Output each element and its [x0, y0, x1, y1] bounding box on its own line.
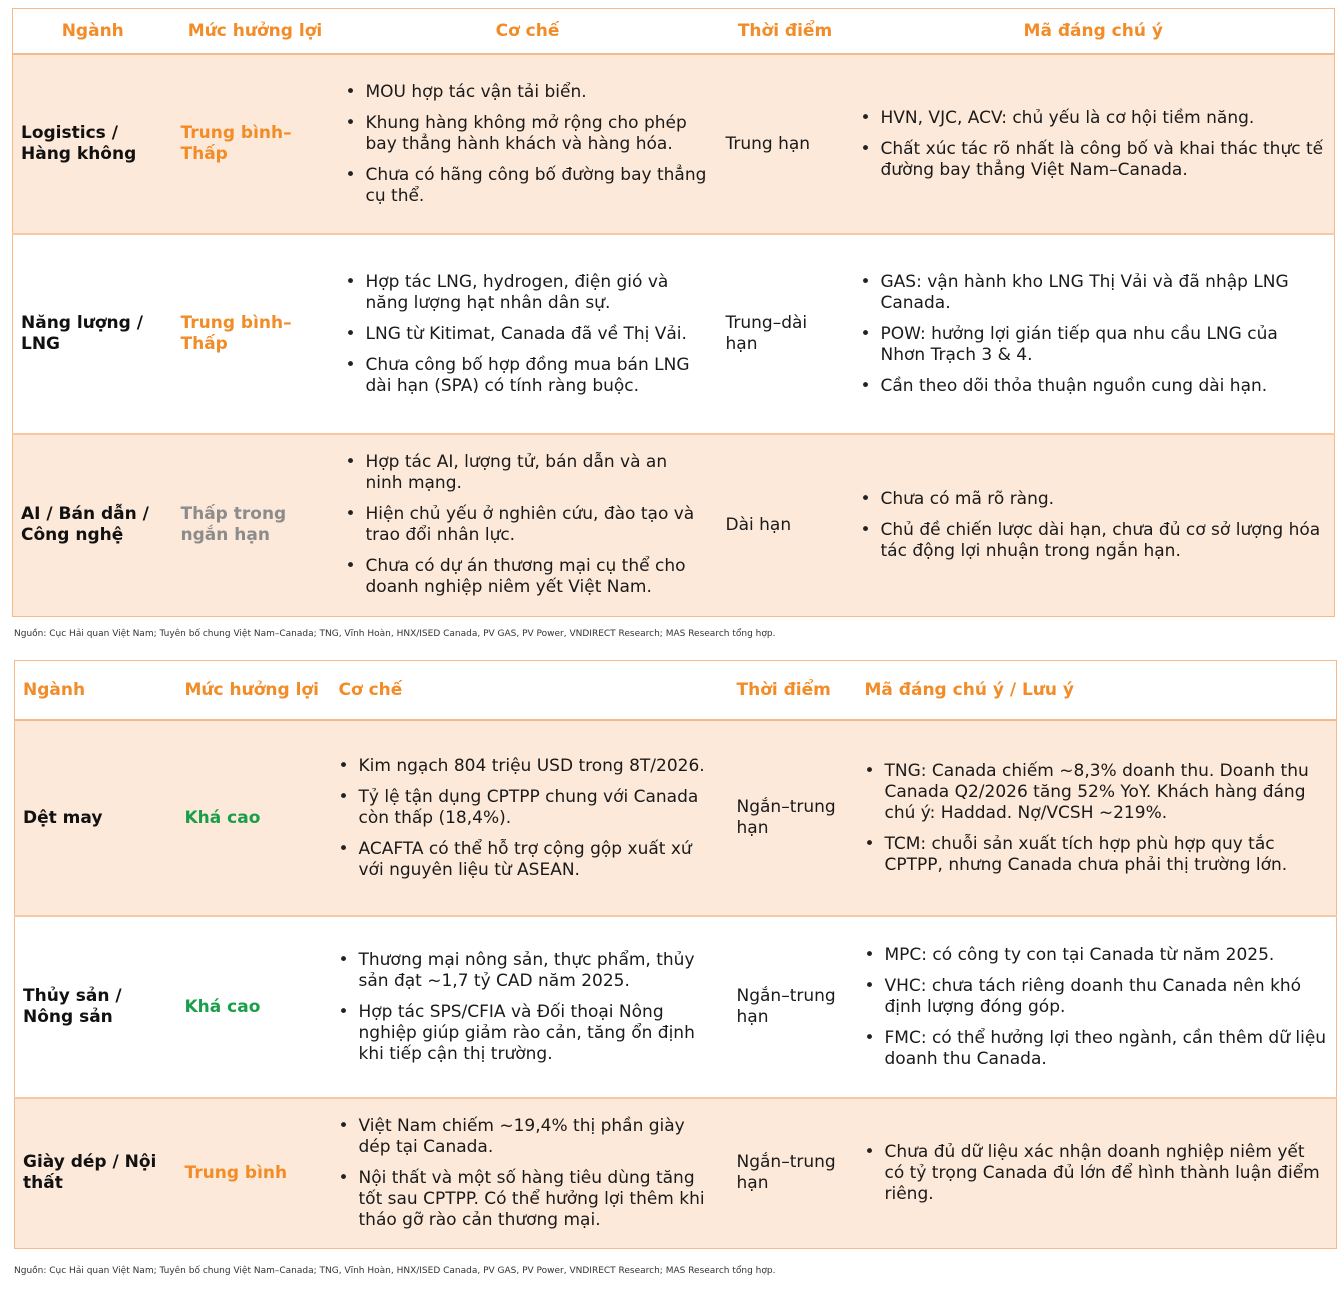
header-tickers: Mã đáng chú ý / Lưu ý [857, 661, 1337, 721]
benefit-level: Trung bình [177, 1098, 331, 1248]
tickers-cell [853, 54, 1335, 234]
tickers-list [861, 489, 1327, 562]
sector-benefit-table-1 [12, 8, 1335, 617]
tickers-cell [853, 434, 1335, 616]
table-row [15, 720, 1337, 916]
mechanism-list [339, 950, 721, 1065]
mechanism-item: • Chưa có dự án thương mại cụ thể cho doanh nghiệp niêm yết Việt Nam. [366, 556, 710, 598]
mechanism-cell [331, 916, 729, 1098]
mechanism-list [346, 82, 710, 207]
table-header-row [13, 9, 1335, 55]
header-benefit-level: Mức hưởng lợi [173, 9, 338, 55]
mechanism-item: • Chưa công bố hợp đồng mua bán LNG dài hạn (SPA) có tính ràng buộc. [366, 355, 710, 397]
mechanism-item: • Chưa có hãng công bố đường bay thẳng cụ thể. [366, 165, 710, 207]
tickers-list [865, 761, 1329, 876]
mechanism-cell [338, 434, 718, 616]
header-timing: Thời điểm [718, 9, 853, 55]
tickers-cell [857, 916, 1337, 1098]
header-sector: Ngành [15, 661, 177, 721]
mechanism-list [346, 272, 710, 397]
tickers-cell [857, 1098, 1337, 1248]
sector-name: AI / Bán dẫn / Công nghệ [13, 434, 173, 616]
header-tickers: Mã đáng chú ý [853, 9, 1335, 55]
mechanism-item: • Nội thất và một số hàng tiêu dùng tăng tốt sau CPTPP. Có thể hưởng lợi thêm khi tháo gỡ rào cản thương mại. [359, 1168, 721, 1231]
header-timing: Thời điểm [729, 661, 857, 721]
tickers-cell [853, 234, 1335, 434]
mechanism-item: • Kim ngạch 804 triệu USD trong 8T/2026. [359, 756, 721, 777]
timing: Ngắn–trung hạn [729, 916, 857, 1098]
mechanism-item: • ACAFTA có thể hỗ trợ cộng gộp xuất xứ với nguyên liệu từ ASEAN. [359, 839, 721, 881]
sector-name: Dệt may [15, 720, 177, 916]
mechanism-list [346, 452, 710, 598]
table-row [13, 234, 1335, 434]
header-mechanism: Cơ chế [331, 661, 729, 721]
mechanism-item: • Tỷ lệ tận dụng CPTPP chung với Canada còn thấp (18,4%). [359, 787, 721, 829]
benefit-level: Khá cao [177, 720, 331, 916]
mechanism-item: • Hợp tác AI, lượng tử, bán dẫn và an ninh mạng. [366, 452, 710, 494]
timing: Trung hạn [718, 54, 853, 234]
ticker-item: • POW: hưởng lợi gián tiếp qua nhu cầu LNG của Nhơn Trạch 3 & 4. [881, 324, 1327, 366]
header-mechanism: Cơ chế [338, 9, 718, 55]
ticker-item: • Chủ đề chiến lược dài hạn, chưa đủ cơ sở lượng hóa tác động lợi nhuận trong ngắn hạn. [881, 520, 1327, 562]
table-header-row [15, 661, 1337, 721]
mechanism-cell [331, 720, 729, 916]
tickers-list [861, 272, 1327, 397]
ticker-item: • TNG: Canada chiếm ~8,3% doanh thu. Doanh thu Canada Q2/2026 tăng 52% YoY. Khách hàng đáng chú ý: Haddad. Nợ/VCSH ~219%. [885, 761, 1329, 824]
ticker-item: • TCM: chuỗi sản xuất tích hợp phù hợp quy tắc CPTPP, nhưng Canada chưa phải thị trường lớn. [885, 834, 1329, 876]
ticker-item: • Chưa đủ dữ liệu xác nhận doanh nghiệp niêm yết có tỷ trọng Canada đủ lớn để hình thành luận điểm riêng. [885, 1142, 1329, 1205]
ticker-item: • MPC: có công ty con tại Canada từ năm 2025. [885, 945, 1329, 966]
ticker-item: • FMC: có thể hưởng lợi theo ngành, cần thêm dữ liệu doanh thu Canada. [885, 1028, 1329, 1070]
mechanism-item: • Khung hàng không mở rộng cho phép bay thẳng hành khách và hàng hóa. [366, 113, 710, 155]
table-row [15, 1098, 1337, 1248]
timing: Ngắn–trung hạn [729, 1098, 857, 1248]
benefit-level: Trung bình–Thấp [173, 54, 338, 234]
timing: Dài hạn [718, 434, 853, 616]
tickers-list [865, 945, 1329, 1070]
timing: Ngắn–trung hạn [729, 720, 857, 916]
ticker-item: • GAS: vận hành kho LNG Thị Vải và đã nhập LNG Canada. [881, 272, 1327, 314]
header-sector: Ngành [13, 9, 173, 55]
benefit-level: Trung bình–Thấp [173, 234, 338, 434]
timing: Trung–dài hạn [718, 234, 853, 434]
tickers-list [865, 1142, 1329, 1205]
sector-name: Năng lượng / LNG [13, 234, 173, 434]
mechanism-list [339, 1116, 721, 1231]
benefit-level: Thấp trong ngắn hạn [173, 434, 338, 616]
tickers-list [861, 108, 1327, 181]
mechanism-item: • Hợp tác SPS/CFIA và Đối thoại Nông nghiệp giúp giảm rào cản, tăng ổn định khi tiếp cận thị trường. [359, 1002, 721, 1065]
mechanism-item: • Hợp tác LNG, hydrogen, điện gió và năng lượng hạt nhân dân sự. [366, 272, 710, 314]
mechanism-cell [338, 54, 718, 234]
ticker-item: • Chất xúc tác rõ nhất là công bố và khai thác thực tế đường bay thẳng Việt Nam–Canada. [881, 139, 1327, 181]
sector-name: Giày dép / Nội thất [15, 1098, 177, 1248]
header-benefit-level: Mức hưởng lợi [177, 661, 331, 721]
mechanism-item: • MOU hợp tác vận tải biển. [366, 82, 710, 103]
table-row [15, 916, 1337, 1098]
ticker-item: • VHC: chưa tách riêng doanh thu Canada nên khó định lượng đóng góp. [885, 976, 1329, 1018]
table-row [13, 434, 1335, 616]
ticker-item: • Cần theo dõi thỏa thuận nguồn cung dài hạn. [881, 376, 1327, 397]
mechanism-item: • Thương mại nông sản, thực phẩm, thủy sản đạt ~1,7 tỷ CAD năm 2025. [359, 950, 721, 992]
mechanism-item: • Hiện chủ yếu ở nghiên cứu, đào tạo và trao đổi nhân lực. [366, 504, 710, 546]
sector-name: Logistics / Hàng không [13, 54, 173, 234]
mechanism-item: • LNG từ Kitimat, Canada đã về Thị Vải. [366, 324, 710, 345]
mechanism-item: • Việt Nam chiếm ~19,4% thị phần giày dép tại Canada. [359, 1116, 721, 1158]
sector-name: Thủy sản / Nông sản [15, 916, 177, 1098]
ticker-item: • Chưa có mã rõ ràng. [881, 489, 1327, 510]
source-note-1: Nguồn: Cục Hải quan Việt Nam; Tuyên bố chung Việt Nam–Canada; TNG, Vĩnh Hoàn, HNX/ISED Canada, PV GAS, PV Power, VNDIRECT Research; MAS Research tổng hợp. [14, 629, 776, 639]
mechanism-cell [338, 234, 718, 434]
benefit-level: Khá cao [177, 916, 331, 1098]
tickers-cell [857, 720, 1337, 916]
source-note-2: Nguồn: Cục Hải quan Việt Nam; Tuyên bố chung Việt Nam–Canada; TNG, Vĩnh Hoàn, HNX/ISED Canada, PV GAS, PV Power, VNDIRECT Research; MAS Research tổng hợp. [14, 1266, 776, 1276]
ticker-item: • HVN, VJC, ACV: chủ yếu là cơ hội tiềm năng. [881, 108, 1327, 129]
table-row [13, 54, 1335, 234]
mechanism-cell [331, 1098, 729, 1248]
mechanism-list [339, 756, 721, 881]
sector-benefit-table-2 [14, 660, 1337, 1249]
